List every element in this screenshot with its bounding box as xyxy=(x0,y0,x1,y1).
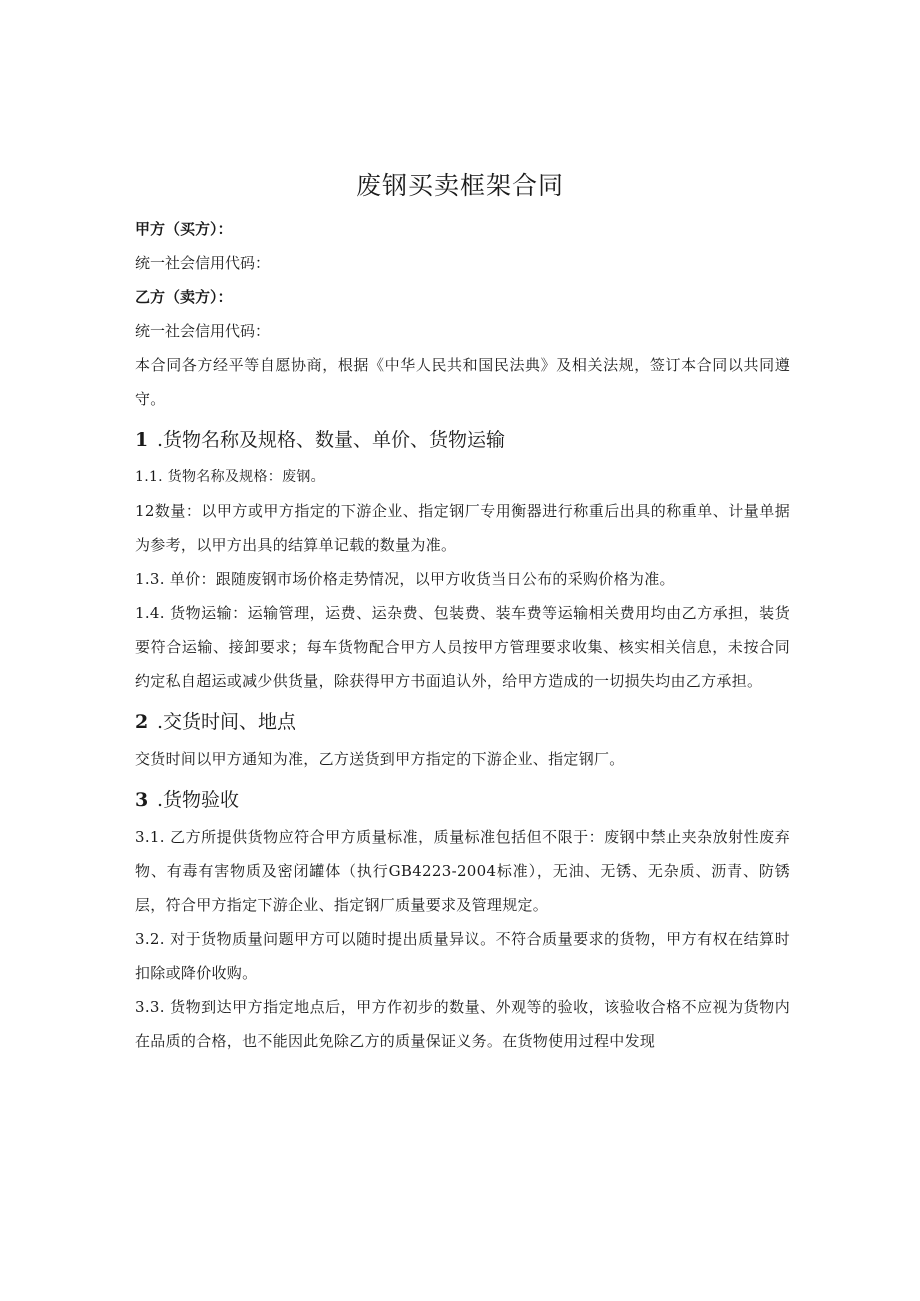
section-number: 2 xyxy=(135,711,149,733)
preamble: 本合同各方经平等自愿协商，根据《中华人民共和国民法典》及相关法规，签订本合同以共同遵守。 xyxy=(135,356,790,408)
clause: 3.2. 对于货物质量问题甲方可以随时提出质量异议。不符合质量要求的货物，甲方有权在结算时扣除或降价收购。 xyxy=(135,930,790,982)
clause: 交货时间以甲方通知为准，乙方送货到甲方指定的下游企业、指定钢厂。 xyxy=(135,750,625,768)
clause: 12数量：以甲方或甲方指定的下游企业、指定钢厂专用衡器进行称重后出具的称重单、计量单据为参考，以甲方出具的结算单记载的数量为准。 xyxy=(135,502,790,554)
clause: 3.1. 乙方所提供货物应符合甲方质量标准，质量标准包括但不限于：废钢中禁止夹杂放射性废弃物、有毒有害物质及密闭罐体（执行GB4223-2004标准），无油、无锈、无杂质、沥青、防锈层，符合甲方指定下游企业、指定钢厂质量要求及管理规定。 xyxy=(135,828,790,914)
section-heading xyxy=(135,420,790,460)
section-heading xyxy=(135,780,790,820)
clause: 1.3. 单价：跟随废钢市场价格走势情况，以甲方收货当日公布的采购价格为准。 xyxy=(135,570,675,588)
section-number: 1 xyxy=(135,429,149,451)
section-title: .交货时间、地点 xyxy=(157,711,297,733)
party-a-credit-code: 统一社会信用代码： xyxy=(135,254,271,272)
document-body xyxy=(135,212,790,1058)
clause: 1.4. 货物运输：运输管理，运费、运杂费、包装费、装车费等运输相关费用均由乙方承担，装货要符合运输、接卸要求；每车货物配合甲方人员按甲方管理要求收集、核实相关信息，未按合同约定私自超运或减少供货量，除获得甲方书面追认外，给甲方造成的一切损失均由乙方承担。 xyxy=(135,604,790,690)
section-title: .货物名称及规格、数量、单价、货物运输 xyxy=(157,429,506,451)
section-number: 3 xyxy=(135,789,149,811)
section-heading xyxy=(135,702,790,742)
party-b-credit-code: 统一社会信用代码： xyxy=(135,322,271,340)
party-a-label: 甲方（买方）： xyxy=(135,220,233,238)
clause: 1.1. 货物名称及规格：废钢。 xyxy=(135,469,325,485)
section-title: .货物验收 xyxy=(157,789,240,811)
clause: 3.3. 货物到达甲方指定地点后，甲方作初步的数量、外观等的验收，该验收合格不应视为货物内在品质的合格，也不能因此免除乙方的质量保证义务。在货物使用过程中发现 xyxy=(135,998,790,1050)
party-b-label: 乙方（卖方）： xyxy=(135,288,233,306)
document-title: 废钢买卖框架合同 xyxy=(355,171,564,200)
